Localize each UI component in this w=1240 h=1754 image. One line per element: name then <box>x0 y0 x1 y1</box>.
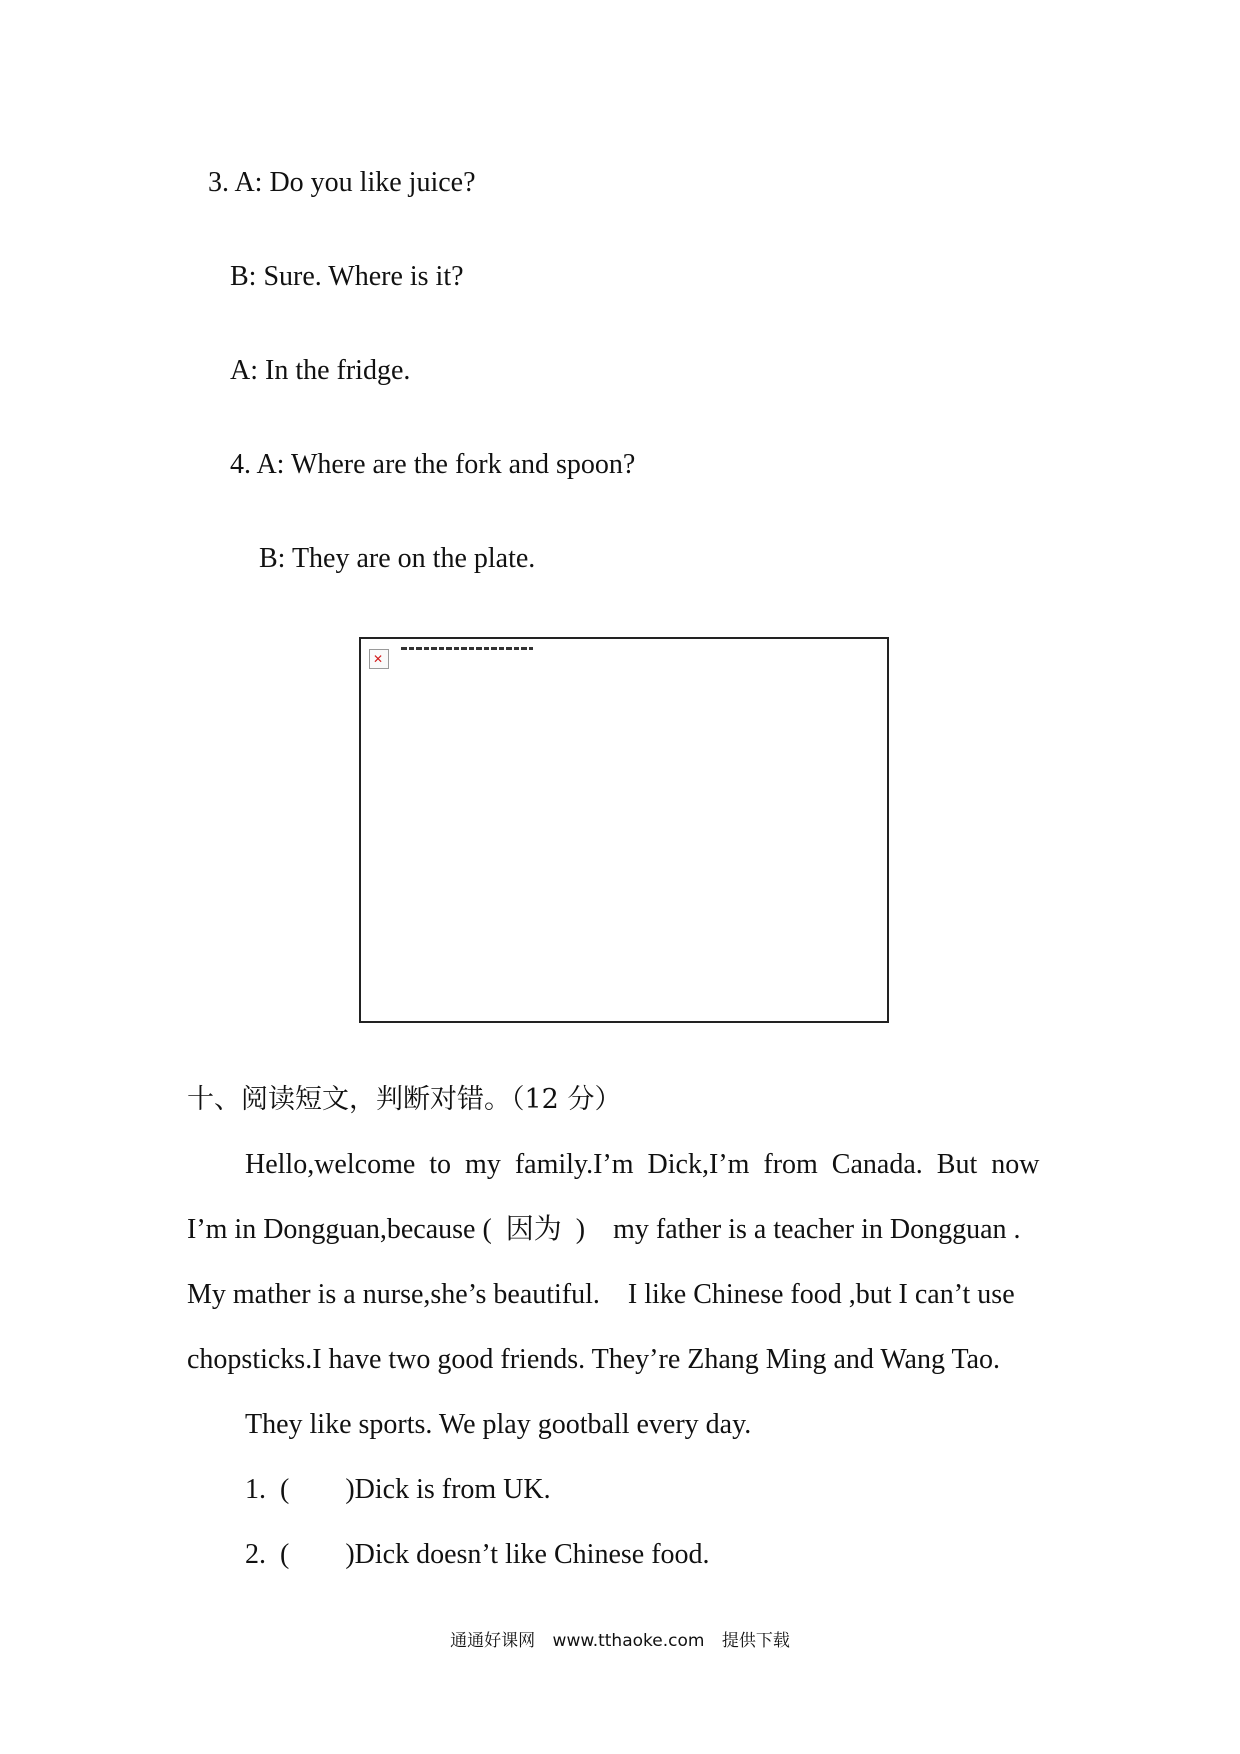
question-1: 1. ( )Dick is from UK. <box>245 1474 551 1505</box>
passage-line-4: chopsticks.I have two good friends. They’re Zhang Ming and Wang Tao. <box>187 1344 1001 1375</box>
passage-line-5: They like sports. We play gootball every day. <box>245 1409 752 1440</box>
dialogue-3-a: 3. A: Do you like juice? <box>208 167 476 198</box>
dialogue-3-b: B: Sure. Where is it? <box>230 261 464 292</box>
dialogue-4-b: B: They are on the plate. <box>259 543 536 574</box>
image-alt-text-mark <box>401 647 533 650</box>
passage-line-2: I’m in Dongguan,because ( 因为 ) my father is a teacher in Dongguan . <box>187 1214 1021 1245</box>
footer-site-name: 通通好课网 <box>450 1631 536 1651</box>
section-10-heading: 十、阅读短文，判断对错。（12 分） <box>187 1084 622 1115</box>
passage-line-3: My mather is a nurse,she’s beautiful. I like Chinese food ,but I can’t use <box>187 1279 1015 1310</box>
question-2: 2. ( )Dick doesn’t like Chinese food. <box>245 1539 710 1570</box>
missing-image-frame <box>359 637 889 1023</box>
broken-image-icon <box>369 649 389 669</box>
footer-note: 提供下载 <box>721 1631 790 1651</box>
dialogue-3-a2: A: In the fridge. <box>230 355 411 386</box>
dialogue-4-a: 4. A: Where are the fork and spoon? <box>230 449 636 480</box>
footer-url: www.tthaoke.com <box>552 1631 705 1651</box>
passage-line-1: Hello,welcome to my family.I’m Dick,I’m from Canada. But now <box>245 1149 1040 1180</box>
page-footer <box>0 1630 1240 1652</box>
